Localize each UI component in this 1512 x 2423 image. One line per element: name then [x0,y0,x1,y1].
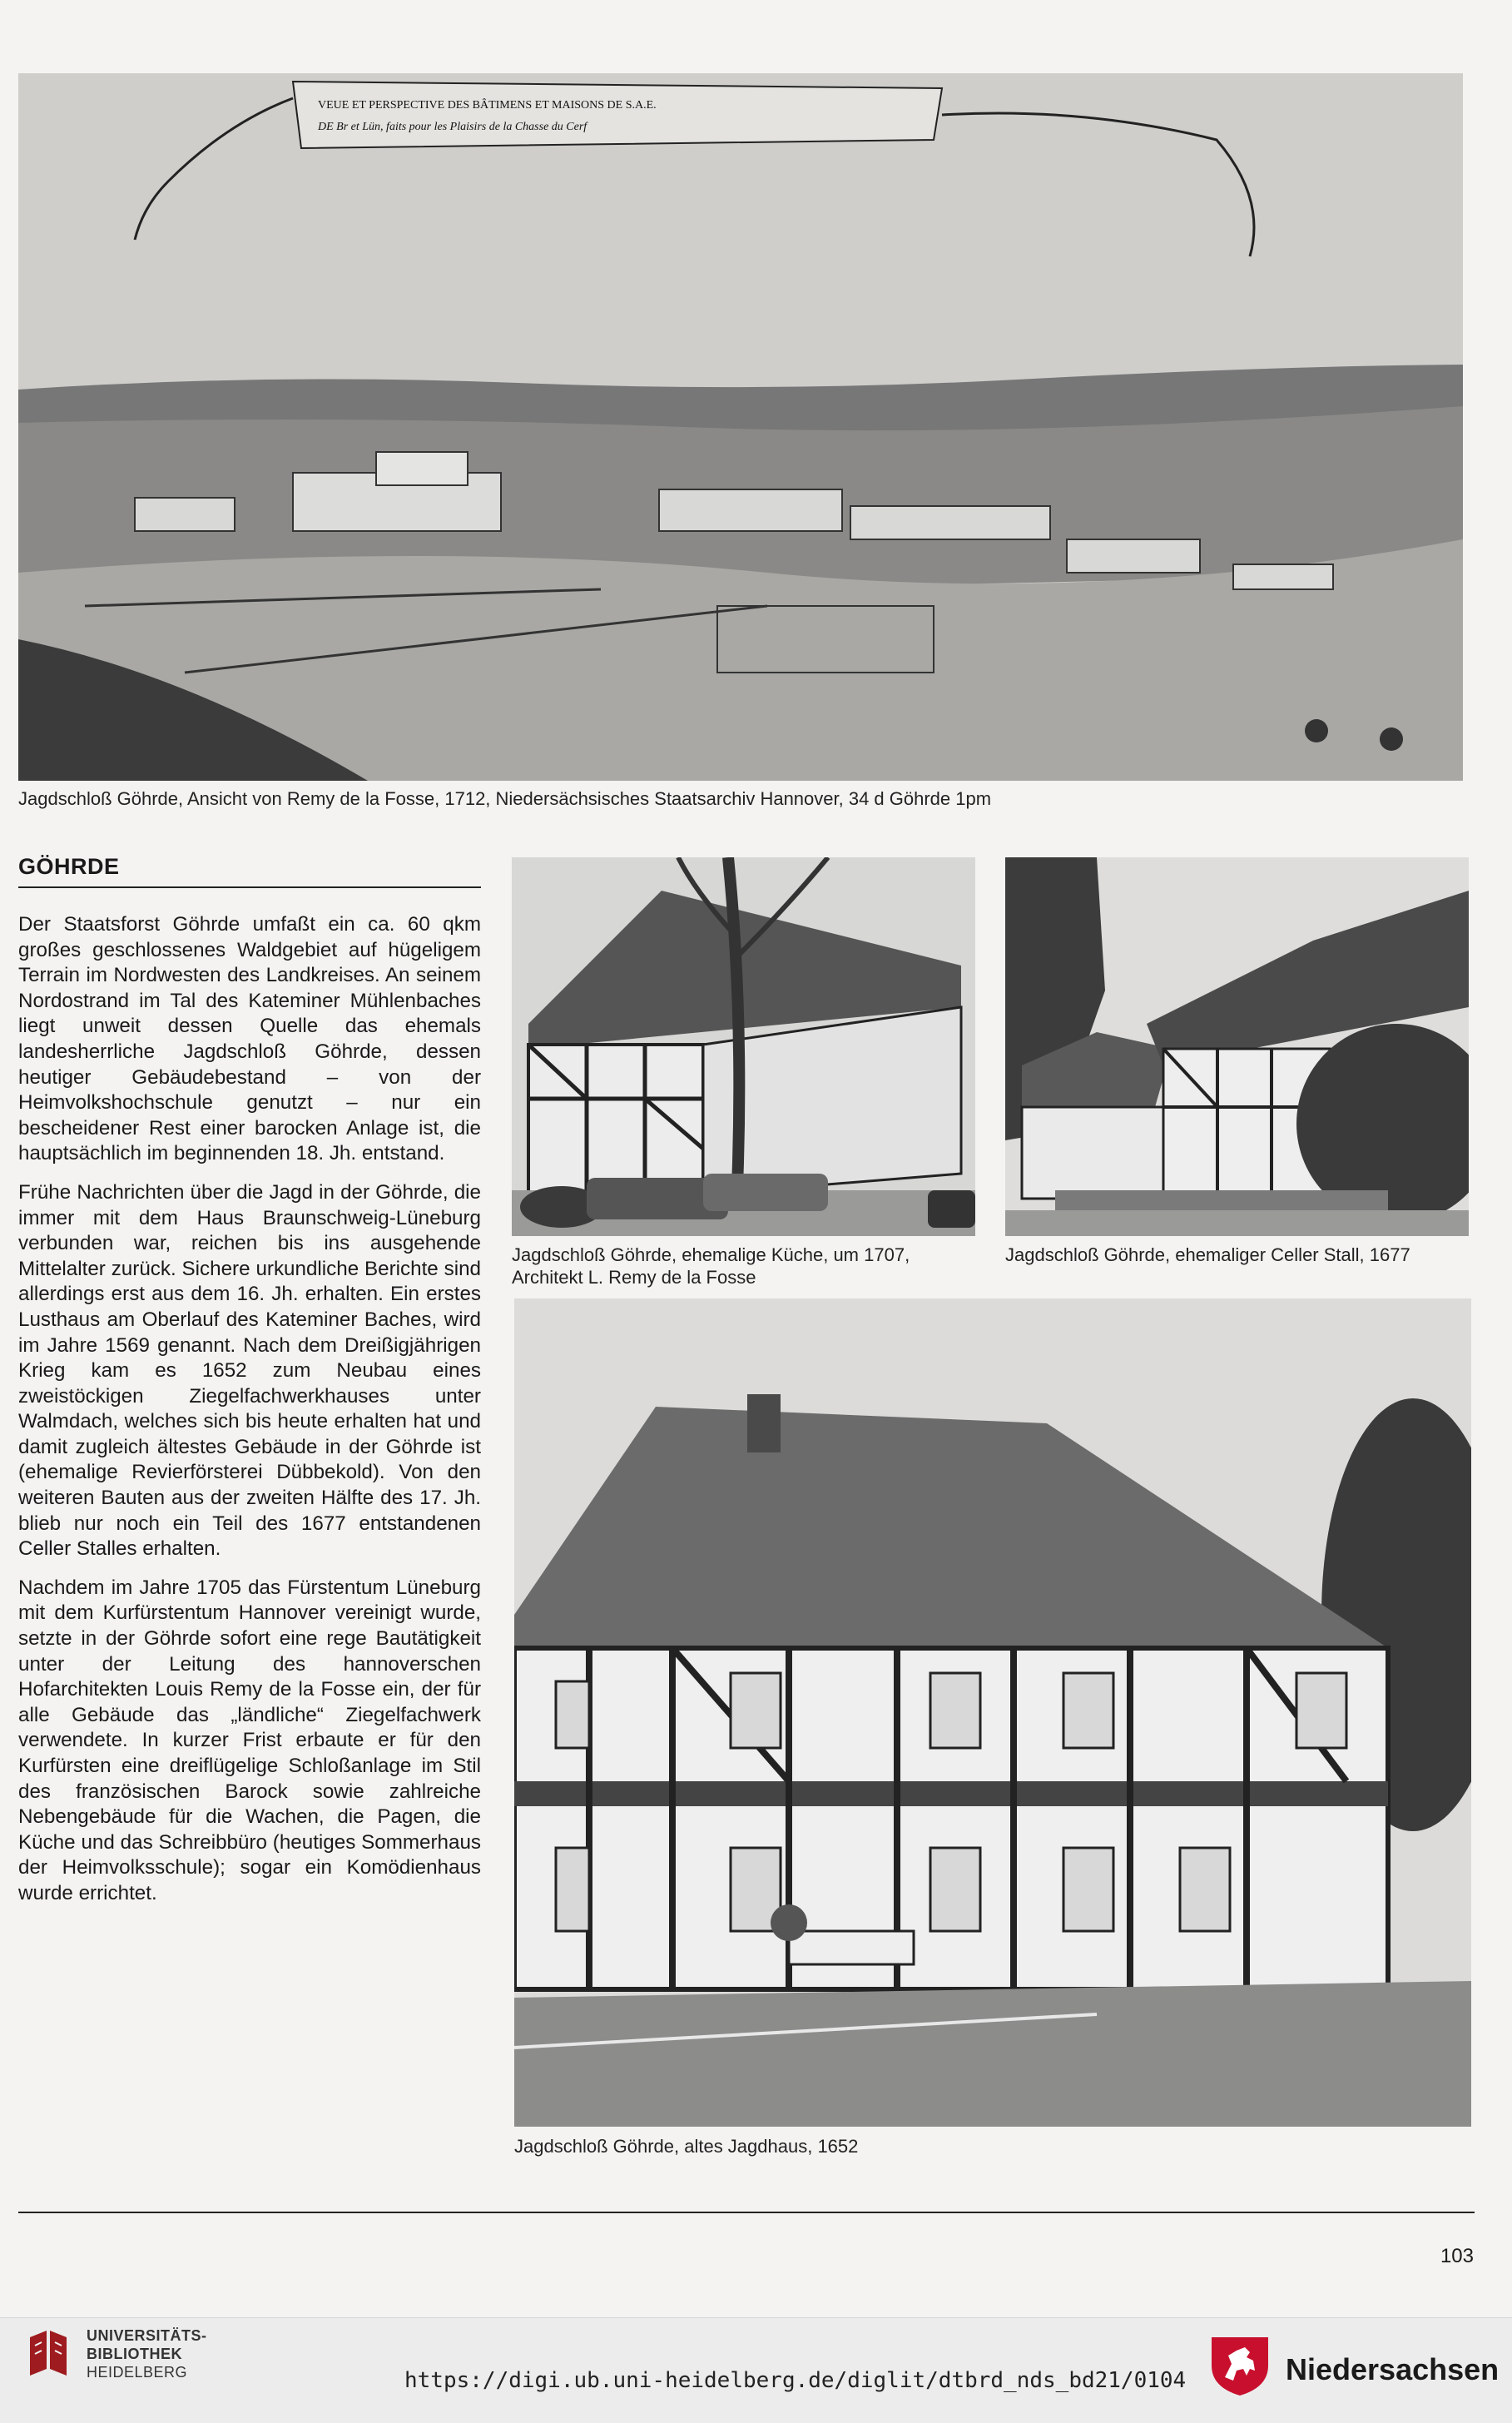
state-name[interactable]: Niedersachsen [1286,2352,1500,2386]
paragraph-2: Frühe Nachrichten über die Jagd in der Göhrde, die immer mit dem Haus Braunschweig-Lüneburg verbunden war, reichen bis ins ausgehende Mittelalter zurück. Sichere urkundliche Berichte sind allerdings erst aus dem 16. Jh. erhalten. Ein erstes Lusthaus am Oberlauf des Kateminer Baches, wird im Jahre 1569 genannt. Nach dem Dreißigjährigen Krieg kam es 1652 zum Neubau eines zweistöckigen Ziegelfachwerkhauses unter Walmdach, welches sich bis heute erhalten hat und damit zugleich ältestes Gebäude in der Göhrde ist (ehemalige Revierförsterei Dübbekold). Von den weiteren Bauten aus der zweiten Hälfte des 17. Jh. blieb nur noch ein Teil des 1677 entstandenen Celler Stalles erhalten. [18,1180,481,1561]
lower-saxony-horse-icon[interactable] [1207,2332,1273,2399]
stable-caption: Jagdschloß Göhrde, ehemaliger Celler Stall, 1677 [1005,1244,1410,1265]
kitchen-caption-line-1: Jagdschloß Göhrde, ehemalige Küche, um 1707, [512,1244,910,1265]
source-url-link[interactable]: https://digi.ub.uni-heidelberg.de/diglit/dtbrd_nds_bd21/0104 [404,2368,1187,2393]
engraving-caption: Jagdschloß Göhrde, Ansicht von Remy de la Fosse, 1712, Niedersächsisches Staatsarchiv Hannover, 34 d Göhrde 1pm [18,788,992,809]
kitchen-caption [512,1244,975,1288]
stable-photo [1005,857,1469,1236]
hunting-house-caption: Jagdschloß Göhrde, altes Jagdhaus, 1652 [514,2136,859,2157]
article-body [18,912,481,1920]
university-library-logo-icon[interactable] [23,2326,77,2379]
page-title: GÖHRDE [18,854,481,888]
library-name-line-3: HEIDELBERG [87,2364,188,2381]
paragraph-3: Nachdem im Jahre 1705 das Fürstentum Lüneburg mit dem Kurfürstentum Hannover vereinigt wurde, setzte in der Göhrde sofort eine rege Bautätigkeit unter der Leitung des hannoverschen Hofarchitekten Louis Remy de la Fosse ein, der für alle Gebäude das „ländliche“ Ziegelfachwerk verwendete. In kurzer Frist erbaute er für den Kurfürsten eine dreiflügelige Schloßanlage im Stil des französischen Barock sowie zahlreiche Nebengebäude für die Wachen, die Pagen, die Küche und das Schreibbüro (heutiges Sommerhaus der Heimvolksschule); sogar ein Komödienhaus wurde errichtet. [18,1576,481,1904]
kitchen-caption-line-2: Architekt L. Remy de la Fosse [512,1267,756,1288]
university-library-name[interactable] [87,2326,207,2381]
hunting-house-photo [514,1298,1471,2127]
banner-line-2: DE Br et Lün, faits pour les Plaisirs de la Chasse du Cerf [318,121,587,133]
paragraph-1: Der Staatsforst Göhrde umfaßt ein ca. 60 qkm großes geschlossenes Waldgebiet auf hügeligem Terrain im Nordwesten des Landkreises. An seinem Nordostrand im Tal des Kateminer Mühlenbaches liegt unweit dessen Quelle das ehemals landesherrliche Jagdschloß Göhrde, dessen heutiger Gebäudebestand – von der Heimvolkshochschule genutzt – nur ein bescheidener Rest einer barocken Anlage ist, die hauptsächlich im beginnenden 18. Jh. entstand. [18,913,481,1165]
library-name-line-1: UNIVERSITÄTS- [87,2327,207,2344]
kitchen-photo [512,857,975,1236]
engraving-image [18,73,1463,781]
banner-line-1: VEUE ET PERSPECTIVE DES BÂTIMENS ET MAISONS DE S.A.E. [318,99,657,112]
page-number: 103 [1440,2245,1474,2267]
library-name-line-2: BIBLIOTHEK [87,2346,182,2362]
bottom-rule [18,2212,1475,2213]
